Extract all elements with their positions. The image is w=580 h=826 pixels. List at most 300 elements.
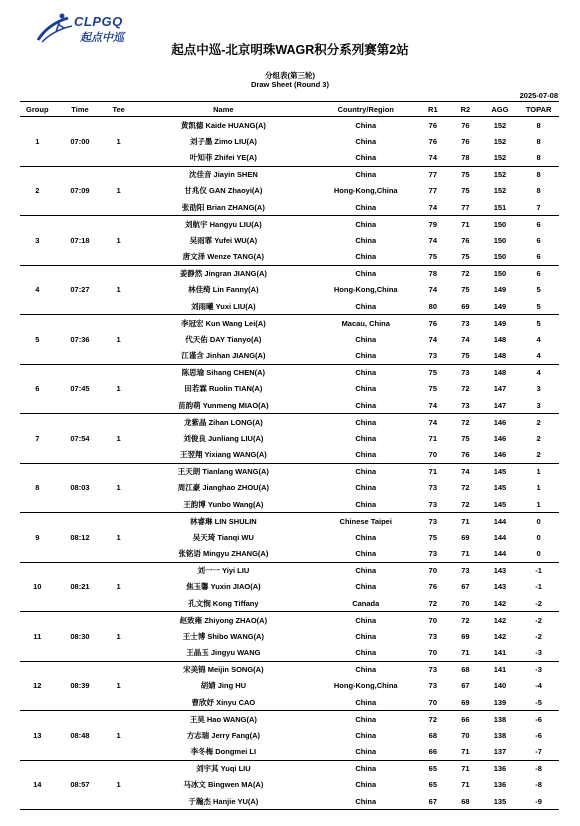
round1-score-cell: 73 [417, 348, 450, 365]
table-row [20, 513, 559, 530]
tee-time-cell [55, 513, 106, 530]
round2-score-cell: 68 [461, 665, 470, 674]
tee-number-cell [105, 216, 131, 233]
player-name-cell: 李冠宏 Kun Wang Lei(A) [181, 318, 266, 328]
tee-number-cell [105, 760, 131, 777]
round1-score-cell: 75 [428, 532, 438, 542]
group-number-cell [20, 694, 55, 711]
round1-score-cell: 77 [428, 170, 438, 179]
tee-time-cell [55, 414, 106, 431]
group-number-cell [20, 744, 55, 761]
round2-score-cell: 72 [461, 615, 470, 625]
round1-score-cell: 70 [417, 694, 450, 711]
country-cell: China [315, 199, 417, 216]
tee-time-cell [55, 150, 106, 167]
group-number-cell [20, 595, 55, 612]
to-par-cell: 8 [536, 120, 541, 130]
round1-score-cell: 74 [428, 235, 438, 245]
round1-score-cell: 76 [428, 136, 438, 146]
tee-number-cell: 1 [116, 433, 121, 443]
column-header-group: Group [20, 102, 55, 117]
to-par-cell: 2 [536, 417, 541, 427]
to-par-cell: -8 [535, 764, 542, 773]
round2-score-cell: 72 [449, 496, 482, 513]
country-cell: China [355, 235, 377, 245]
table-row [20, 166, 559, 183]
round1-score-cell: 73 [417, 496, 450, 513]
to-par-cell: 0 [536, 532, 541, 542]
tee-time-cell [55, 711, 106, 728]
draw-sheet-table [20, 101, 559, 810]
table-row [20, 496, 559, 513]
column-header-country: Country/Region [315, 102, 417, 117]
round1-score-cell: 65 [428, 780, 438, 790]
aggregate-score-cell: 152 [482, 150, 519, 167]
round1-score-cell: 70 [428, 615, 438, 625]
player-name-cell: 王士博 Shibo WANG(A) [182, 631, 264, 641]
table-row [20, 645, 559, 662]
tee-time-cell [55, 463, 106, 480]
player-name-cell: 胡婧 Jing HU [200, 681, 247, 691]
group-number-cell [20, 661, 55, 678]
round2-score-cell: 71 [461, 219, 470, 229]
player-name-cell: 王翌翔 Yixiang WANG(A) [132, 447, 315, 464]
group-number-cell [20, 496, 55, 513]
player-name-cell: 孔文悯 Kong Tiffany [132, 595, 315, 612]
country-cell: China [315, 150, 417, 167]
player-name-cell: 王晶玉 Jingyu WANG [132, 645, 315, 662]
tee-time-cell [55, 546, 106, 563]
group-number-cell: 10 [33, 582, 42, 592]
to-par-cell: 1 [536, 483, 541, 493]
column-header-r1: R1 [417, 102, 450, 117]
tee-number-cell: 1 [116, 483, 121, 493]
round2-score-cell: 69 [461, 532, 470, 542]
tee-number-cell [105, 364, 131, 381]
player-name-cell: 林佳绮 Lin Fanny(A) [188, 285, 259, 295]
player-name-cell: 刘子墨 Zimo LIU(A) [189, 136, 257, 146]
player-name-cell: 于瀚杰 Hanjie YU(A) [132, 793, 315, 810]
tee-time-cell [55, 249, 106, 266]
table-row [20, 315, 559, 332]
round2-score-cell: 71 [449, 744, 482, 761]
aggregate-score-cell: 149 [493, 285, 507, 295]
round2-score-cell: 72 [461, 417, 470, 427]
tee-number-cell [105, 348, 131, 365]
round2-score-cell: 75 [461, 433, 470, 443]
table-row [20, 348, 559, 365]
round2-score-cell: 71 [461, 780, 470, 790]
table-row [20, 744, 559, 761]
tee-number-cell [105, 694, 131, 711]
tee-number-cell [105, 166, 131, 183]
table-row [20, 463, 559, 480]
tee-number-cell: 1 [116, 384, 121, 394]
round1-score-cell: 74 [417, 150, 450, 167]
country-cell: China [355, 780, 377, 790]
aggregate-score-cell: 146 [493, 433, 507, 443]
to-par-cell: 4 [536, 368, 541, 377]
table-row [20, 298, 559, 315]
round1-score-cell: 73 [428, 483, 438, 493]
round1-score-cell: 75 [417, 249, 450, 266]
round2-score-cell: 69 [449, 694, 482, 711]
tee-number-cell [105, 661, 131, 678]
player-name-cell: 龙紫晶 Zihan LONG(A) [183, 417, 263, 427]
round2-score-cell: 71 [461, 764, 470, 773]
player-name-cell: 林睿琳 LIN SHULIN [190, 516, 257, 526]
table-row [20, 430, 559, 447]
to-par-cell: 4 [518, 348, 559, 365]
country-cell: China [355, 433, 377, 443]
round2-score-cell: 77 [449, 199, 482, 216]
tee-number-cell: 1 [116, 532, 121, 542]
country-cell: China [315, 397, 417, 414]
tee-time-cell [55, 397, 106, 414]
tee-time-cell: 08:21 [70, 582, 90, 592]
player-name-cell: 田若霖 Ruolin TIAN(A) [184, 384, 263, 394]
to-par-cell: 6 [536, 219, 541, 229]
round2-score-cell: 71 [461, 516, 470, 526]
aggregate-score-cell: 152 [493, 170, 507, 179]
aggregate-score-cell: 138 [493, 730, 507, 740]
aggregate-score-cell: 135 [482, 793, 519, 810]
table-row [20, 381, 559, 398]
aggregate-score-cell: 148 [493, 368, 507, 377]
group-number-cell [20, 315, 55, 332]
tee-number-cell [105, 249, 131, 266]
group-number-cell: 14 [33, 780, 42, 790]
aggregate-score-cell: 152 [493, 186, 507, 196]
group-number-cell [20, 117, 55, 134]
tee-time-cell: 08:48 [70, 730, 90, 740]
tee-time-cell [55, 661, 106, 678]
table-row [20, 661, 559, 678]
to-par-cell: 5 [536, 318, 541, 328]
column-header-name: Name [132, 102, 315, 117]
country-cell: China [355, 269, 377, 278]
to-par-cell: 6 [518, 249, 559, 266]
round2-score-cell: 66 [461, 714, 470, 724]
player-name-cell: 苗韵萌 Yunmeng MIAO(A) [132, 397, 315, 414]
tee-number-cell [105, 265, 131, 282]
group-number-cell: 2 [35, 186, 40, 196]
tee-number-cell: 1 [116, 186, 121, 196]
tee-time-cell [55, 216, 106, 233]
clpgq-logo [34, 10, 134, 44]
group-number-cell [20, 463, 55, 480]
player-name-cell: 叶知菲 Zhifei YE(A) [132, 150, 315, 167]
country-cell: China [315, 694, 417, 711]
group-number-cell [20, 562, 55, 579]
tee-number-cell [105, 711, 131, 728]
to-par-cell: 6 [536, 269, 541, 278]
golfer-swoosh-icon [34, 10, 74, 44]
aggregate-score-cell: 150 [482, 249, 519, 266]
round2-score-cell: 75 [461, 170, 470, 179]
to-par-cell: 5 [536, 285, 541, 295]
player-name-cell: 沈佳音 Jiayin SHEN [188, 170, 258, 179]
aggregate-score-cell: 146 [482, 447, 519, 464]
country-cell: China [355, 665, 377, 674]
table-row [20, 249, 559, 266]
to-par-cell: 2 [536, 433, 541, 443]
player-name-cell: 方志瑞 Jerry Fang(A) [186, 730, 261, 740]
tee-number-cell [105, 117, 131, 134]
country-cell: China [355, 532, 377, 542]
player-name-cell: 李冬梅 Dongmei LI [132, 744, 315, 761]
tee-time-cell [55, 265, 106, 282]
tee-number-cell: 1 [116, 681, 121, 691]
country-cell: China [355, 730, 377, 740]
column-header-time: Time [55, 102, 106, 117]
table-row [20, 793, 559, 810]
round1-score-cell: 72 [428, 714, 438, 724]
country-cell: Hong-Kong,China [333, 186, 398, 196]
table-row [20, 414, 559, 431]
aggregate-score-cell: 142 [482, 595, 519, 612]
group-number-cell [20, 513, 55, 530]
country-cell: China [315, 298, 417, 315]
to-par-cell: 6 [536, 235, 541, 245]
round2-score-cell: 75 [449, 249, 482, 266]
tee-time-cell [55, 166, 106, 183]
round2-score-cell: 68 [449, 793, 482, 810]
table-row [20, 117, 559, 134]
player-name-cell: 赵致雍 Zhiyong ZHAO(A) [179, 615, 268, 625]
table-row [20, 331, 559, 348]
country-cell: China [355, 384, 377, 394]
tee-number-cell [105, 595, 131, 612]
to-par-cell: 0 [518, 546, 559, 563]
round1-score-cell: 71 [428, 433, 438, 443]
to-par-cell: -6 [535, 730, 542, 740]
round1-score-cell: 70 [428, 566, 438, 575]
round2-score-cell: 69 [461, 631, 470, 641]
country-cell: Macau, China [341, 318, 390, 328]
to-par-cell: 8 [518, 150, 559, 167]
round1-score-cell: 76 [428, 582, 438, 592]
round2-score-cell: 75 [449, 348, 482, 365]
round2-score-cell: 71 [449, 546, 482, 563]
round2-score-cell: 74 [461, 334, 470, 344]
table-row [20, 150, 559, 167]
country-cell: China [355, 170, 377, 179]
to-par-cell: -9 [518, 793, 559, 810]
round1-score-cell: 75 [428, 384, 438, 394]
tee-time-cell: 07:36 [70, 334, 90, 344]
aggregate-score-cell: 151 [482, 199, 519, 216]
group-number-cell [20, 348, 55, 365]
tee-number-cell [105, 199, 131, 216]
tee-number-cell: 1 [116, 780, 121, 790]
round2-score-cell: 69 [449, 298, 482, 315]
group-number-cell [20, 447, 55, 464]
player-name-cell: 张劭阳 Brian ZHANG(A) [132, 199, 315, 216]
tee-time-cell [55, 744, 106, 761]
round1-score-cell: 73 [428, 681, 438, 691]
aggregate-score-cell: 138 [493, 714, 507, 724]
group-number-cell: 6 [35, 384, 40, 394]
player-name-cell: 焦玉馨 Yuxin JIAO(A) [186, 582, 261, 592]
to-par-cell: -7 [518, 744, 559, 761]
tee-time-cell [55, 447, 106, 464]
column-header-tee: Tee [105, 102, 131, 117]
tee-time-cell [55, 562, 106, 579]
to-par-cell: 7 [518, 199, 559, 216]
aggregate-score-cell: 139 [482, 694, 519, 711]
group-number-cell [20, 760, 55, 777]
round2-score-cell: 71 [449, 645, 482, 662]
player-name-cell: 甘兆仪 GAN Zhaoyi(A) [184, 186, 263, 196]
logo-text: CLPGQ [74, 14, 123, 29]
round2-score-cell: 73 [449, 397, 482, 414]
player-name-cell: 刘雨曦 Yuxi LIU(A) [132, 298, 315, 315]
country-cell: China [355, 615, 377, 625]
column-header-agg: AGG [482, 102, 519, 117]
round2-score-cell: 76 [461, 235, 470, 245]
tee-time-cell: 07:45 [70, 384, 90, 394]
tee-time-cell: 07:09 [70, 186, 90, 196]
player-name-cell: 周江豪 Jianghao ZHOU(A) [177, 483, 269, 493]
to-par-cell: -1 [535, 566, 542, 575]
aggregate-score-cell: 146 [493, 417, 507, 427]
country-cell: Chinese Taipei [339, 516, 392, 526]
country-cell: China [355, 368, 377, 377]
aggregate-score-cell: 145 [493, 467, 507, 476]
round2-score-cell: 67 [461, 681, 470, 691]
to-par-cell: 1 [536, 467, 541, 476]
group-number-cell: 9 [35, 532, 40, 542]
tee-number-cell: 1 [116, 334, 121, 344]
country-cell: China [315, 793, 417, 810]
tee-time-cell [55, 645, 106, 662]
round1-score-cell: 70 [417, 447, 450, 464]
group-number-cell: 1 [35, 136, 40, 146]
group-number-cell: 4 [35, 285, 40, 295]
round1-score-cell: 74 [417, 397, 450, 414]
group-number-cell: 11 [33, 631, 42, 641]
player-name-cell: 王昊 Hao WANG(A) [189, 714, 257, 724]
player-name-cell: 宋美锦 Meijin SONG(A) [183, 665, 264, 674]
group-number-cell [20, 645, 55, 662]
tee-time-cell: 07:54 [70, 433, 90, 443]
table-row [20, 595, 559, 612]
country-cell: China [355, 334, 377, 344]
tee-number-cell [105, 612, 131, 629]
country-cell: China [355, 714, 377, 724]
round1-score-cell: 70 [417, 645, 450, 662]
round2-score-cell: 75 [461, 186, 470, 196]
aggregate-score-cell: 141 [493, 665, 507, 674]
round2-score-cell: 70 [461, 730, 470, 740]
tee-number-cell [105, 447, 131, 464]
country-cell: China [315, 496, 417, 513]
aggregate-score-cell: 144 [493, 532, 507, 542]
tee-number-cell [105, 463, 131, 480]
group-number-cell [20, 166, 55, 183]
round2-score-cell: 67 [461, 582, 470, 592]
player-name-cell: 陈思瑜 Sihang CHEN(A) [181, 368, 266, 377]
table-row [20, 529, 559, 546]
tee-time-cell [55, 793, 106, 810]
tee-time-cell [55, 348, 106, 365]
tee-number-cell [105, 744, 131, 761]
page-title: 起点中巡-北京明珠WAGR积分系列赛第2站 [171, 43, 409, 57]
to-par-cell: 0 [536, 516, 541, 526]
to-par-cell: -3 [535, 665, 542, 674]
country-cell: Hong-Kong,China [333, 681, 398, 691]
to-par-cell: 3 [518, 397, 559, 414]
country-cell: China [355, 120, 377, 130]
aggregate-score-cell: 152 [493, 120, 507, 130]
round1-score-cell: 79 [428, 219, 438, 229]
table-row [20, 562, 559, 579]
tee-time-cell: 08:03 [70, 483, 90, 493]
tee-number-cell [105, 513, 131, 530]
country-cell: China [315, 645, 417, 662]
country-cell: China [355, 136, 377, 146]
table-row [20, 447, 559, 464]
aggregate-score-cell: 141 [482, 645, 519, 662]
group-number-cell [20, 414, 55, 431]
round1-score-cell: 78 [428, 269, 438, 278]
aggregate-score-cell: 150 [493, 235, 507, 245]
tee-time-cell: 08:12 [70, 532, 90, 542]
to-par-cell: 8 [536, 186, 541, 196]
tee-time-cell [55, 595, 106, 612]
player-name-cell: 江谨含 Jinhan JIANG(A) [132, 348, 315, 365]
group-number-cell [20, 150, 55, 167]
to-par-cell: -2 [535, 615, 542, 625]
tee-time-cell: 07:27 [70, 285, 90, 295]
aggregate-score-cell: 140 [493, 681, 507, 691]
to-par-cell: -5 [518, 694, 559, 711]
player-name-cell: 曹欣妤 Xinyu CAO [132, 694, 315, 711]
tee-number-cell [105, 150, 131, 167]
group-number-cell [20, 612, 55, 629]
group-number-cell: 5 [35, 334, 40, 344]
tee-time-cell [55, 760, 106, 777]
tee-number-cell: 1 [116, 235, 121, 245]
country-cell: China [315, 744, 417, 761]
round1-score-cell: 72 [417, 595, 450, 612]
draw-table-body [20, 117, 559, 810]
aggregate-score-cell: 149 [482, 298, 519, 315]
country-cell: China [355, 764, 377, 773]
group-number-cell [20, 364, 55, 381]
tee-number-cell: 1 [116, 582, 121, 592]
round1-score-cell: 67 [417, 793, 450, 810]
group-number-cell [20, 793, 55, 810]
aggregate-score-cell: 149 [493, 318, 507, 328]
round1-score-cell: 75 [428, 368, 438, 377]
round1-score-cell: 71 [428, 467, 438, 476]
tee-time-cell: 07:00 [70, 136, 90, 146]
country-cell: China [315, 546, 417, 563]
player-name-cell: 王天朗 Tianlang WANG(A) [177, 467, 269, 476]
column-header-topar: TOPAR [518, 102, 559, 117]
tee-number-cell [105, 315, 131, 332]
tee-number-cell: 1 [116, 730, 121, 740]
round2-score-cell: 74 [461, 467, 470, 476]
to-par-cell: 3 [536, 384, 541, 394]
table-row [20, 711, 559, 728]
logo-text-cn: 起点中巡 [80, 32, 124, 44]
tee-time-cell [55, 364, 106, 381]
group-number-cell [20, 249, 55, 266]
round1-score-cell: 68 [428, 730, 438, 740]
